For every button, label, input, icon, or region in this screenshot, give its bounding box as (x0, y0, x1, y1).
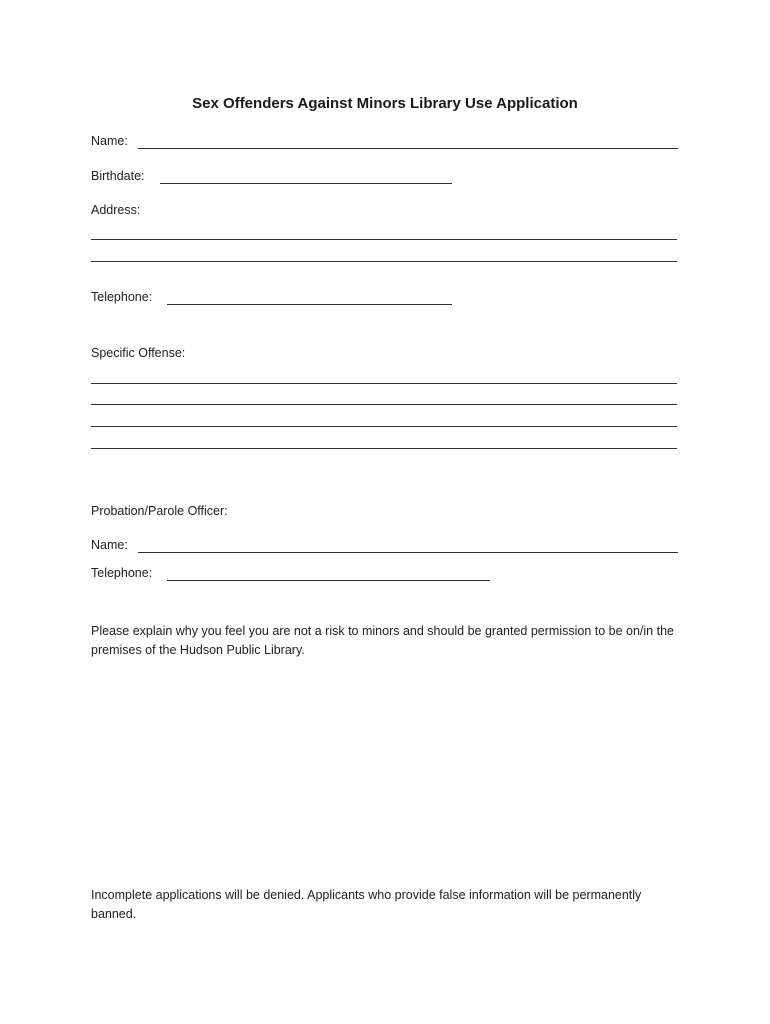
footer-note: Incomplete applications will be denied. Applicants who provide false information will be permanently banned. (91, 888, 642, 921)
officer-name-label: Name: (91, 538, 128, 552)
birthdate-field-line[interactable] (160, 183, 452, 184)
officer-telephone-label: Telephone: (91, 566, 153, 580)
offense-line-4[interactable] (91, 448, 677, 449)
birthdate-label: Birthdate: (91, 169, 145, 183)
form-title: Sex Offenders Against Minors Library Use Application (192, 95, 578, 112)
officer-name-field-line[interactable] (138, 552, 678, 553)
officer-section-label: Probation/Parole Officer: (91, 504, 228, 518)
offense-label: Specific Offense: (91, 346, 186, 360)
name-label: Name: (91, 134, 128, 148)
offense-line-2[interactable] (91, 404, 677, 405)
offense-line-1[interactable] (91, 383, 677, 384)
officer-telephone-field-line[interactable] (167, 580, 490, 581)
address-label: Address: (91, 203, 141, 217)
telephone-label: Telephone: (91, 290, 153, 304)
offense-line-3[interactable] (91, 426, 677, 427)
address-line-1[interactable] (91, 239, 677, 240)
address-line-2[interactable] (91, 261, 677, 262)
telephone-field-line[interactable] (167, 304, 452, 305)
explain-prompt: Please explain why you feel you are not a risk to minors and should be granted permission to be on/in the premises of the Hudson Public Library. (91, 624, 674, 657)
name-field-line[interactable] (138, 148, 678, 149)
